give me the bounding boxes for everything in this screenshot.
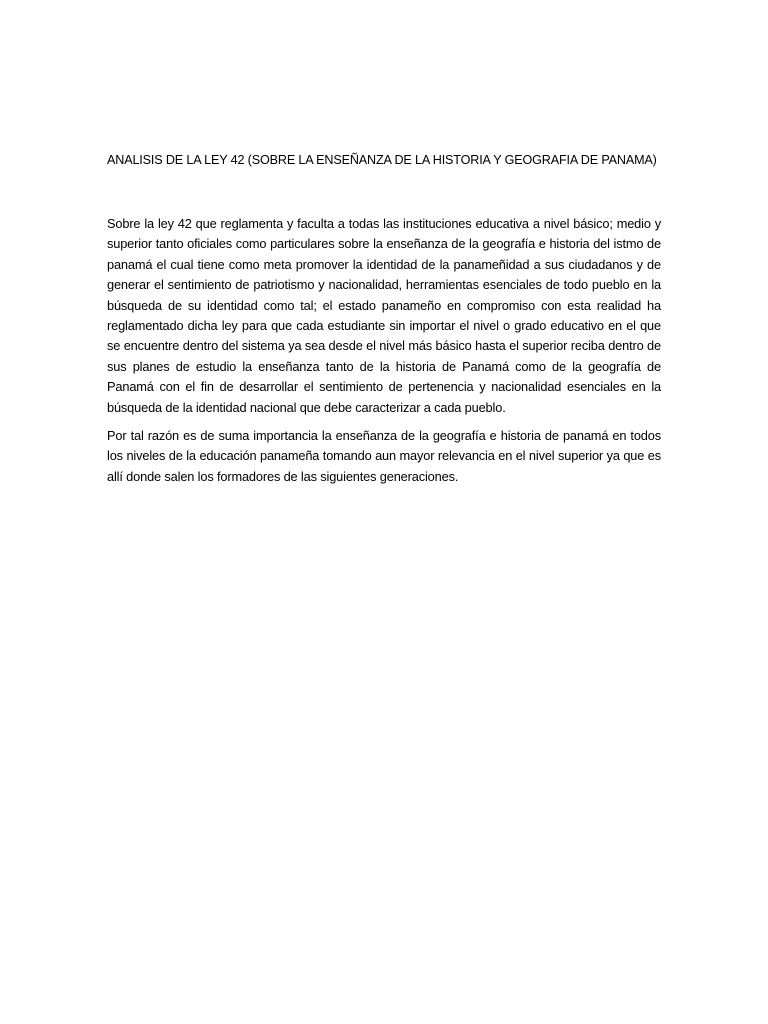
paragraph-2: Por tal razón es de suma importancia la enseñanza de la geografía e historia de panamá en todos los niveles de la educación panameña tomando aun mayor relevancia en el nivel superior ya que es allí donde salen los formadores de las siguientes generaciones.	[107, 428, 661, 484]
paragraph-1: Sobre la ley 42 que reglamenta y faculta a todas las instituciones educativa a nivel básico; medio y superior tanto oficiales como particulares sobre la enseñanza de la geografía e historia del istmo de panamá el cual tiene como meta promover la identidad de la panameñidad a sus ciudadanos y de generar el sentimiento de patriotismo y nacionalidad, herramientas esenciales de todo pueblo en la búsqueda de su identidad como tal; el estado panameño en compromiso con esta realidad ha reglamentado dicha ley para que cada estudiante sin importar el nivel o grado educativo en el que se encuentre dentro del sistema ya sea desde el nivel más básico hasta el superior reciba dentro de sus planes de estudio la enseñanza tanto de la historia de Panamá como de la geografía de Panamá con el fin de desarrollar el sentimiento de pertenencia y nacionalidad esenciales en la búsqueda de la identidad nacional que debe caracterizar a cada pueblo.	[107, 216, 661, 415]
document-title: ANALISIS DE LA LEY 42 (SOBRE LA ENSEÑANZA DE LA HISTORIA Y GEOGRAFIA DE PANAMA)	[107, 153, 657, 167]
document-body	[107, 150, 661, 495]
